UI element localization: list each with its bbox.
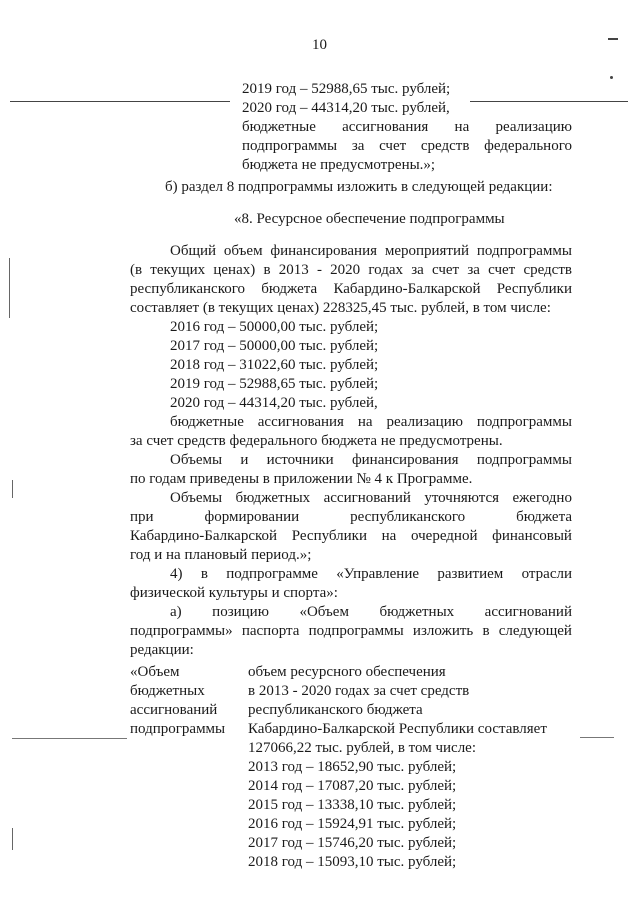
page-number: 10 [312, 37, 327, 53]
year-line: 2019 год – 52988,65 тыс. рублей; [242, 81, 451, 97]
year-line: 2016 год – 50000,00 тыс. рублей; [170, 319, 379, 335]
passport-year: 2018 год – 15093,10 тыс. рублей; [248, 854, 457, 870]
item-a-line: редакции: [130, 642, 194, 658]
scan-artifact [10, 101, 230, 102]
passport-year: 2014 год – 17087,20 тыс. рублей; [248, 778, 457, 794]
item-b: б) раздел 8 подпрограммы изложить в следующей редакции: [165, 179, 553, 195]
scan-artifact [580, 737, 614, 738]
passport-value: объем ресурсного обеспечения [248, 664, 446, 680]
federal-para-line: бюджетные ассигнования на реализацию подпрограммы [170, 414, 572, 430]
total-para-line: республиканского бюджета Кабардино-Балкарской Республики [130, 281, 572, 297]
scan-artifact [12, 480, 13, 498]
sources-para-line: Объемы и источники финансирования подпрограммы [170, 452, 572, 468]
passport-year: 2013 год – 18652,90 тыс. рублей; [248, 759, 457, 775]
program-line: подпрограммы за счет средств федерального [242, 138, 572, 154]
passport-label: «Объем [130, 664, 180, 680]
adjust-para-line: Объемы бюджетных ассигнований уточняются ежегодно [170, 490, 572, 506]
passport-year: 2017 год – 15746,20 тыс. рублей; [248, 835, 457, 851]
total-para-line: (в текущих ценах) в 2013 - 2020 годах за счет за счет средств [130, 262, 572, 278]
section-heading: «8. Ресурсное обеспечение подпрограммы [234, 211, 505, 227]
passport-label: ассигнований [130, 702, 218, 718]
scan-artifact [12, 828, 13, 850]
federal-para-line: за счет средств федерального бюджета не предусмотрены. [130, 433, 503, 449]
item-4-line: физической культуры и спорта»: [130, 585, 338, 601]
passport-year: 2015 год – 13338,10 тыс. рублей; [248, 797, 457, 813]
scan-artifact [610, 76, 613, 79]
scan-artifact [608, 38, 618, 40]
adjust-para-line: Кабардино-Балкарской Республики на очередной финансовый [130, 528, 572, 544]
scan-artifact [12, 738, 127, 739]
budget-line: бюджета не предусмотрены.»; [242, 157, 436, 173]
year-line: 2020 год – 44314,20 тыс. рублей, [170, 395, 378, 411]
passport-year: 2016 год – 15924,91 тыс. рублей; [248, 816, 457, 832]
passport-value: республиканского бюджета [248, 702, 423, 718]
adjust-para-line: при формировании республиканского бюджета [130, 509, 572, 525]
passport-value: 127066,22 тыс. рублей, в том числе: [248, 740, 477, 756]
passport-value: в 2013 - 2020 годах за счет средств [248, 683, 470, 699]
total-para-line: Общий объем финансирования мероприятий подпрограммы [170, 243, 572, 259]
year-line: 2019 год – 52988,65 тыс. рублей; [170, 376, 379, 392]
adjust-para-line: год и на плановый период.»; [130, 547, 312, 563]
item-a-line: а) позицию «Объем бюджетных ассигнований [170, 604, 572, 620]
year-line: 2018 год – 31022,60 тыс. рублей; [170, 357, 379, 373]
item-a-line: подпрограммы» паспорта подпрограммы изложить в следующей [130, 623, 572, 639]
year-line: 2020 год – 44314,20 тыс. рублей, [242, 100, 450, 116]
passport-label: бюджетных [130, 683, 205, 699]
year-line: 2017 год – 50000,00 тыс. рублей; [170, 338, 379, 354]
scan-artifact [470, 101, 628, 102]
scan-artifact [9, 258, 10, 318]
total-para-line: составляет (в текущих ценах) 228325,45 тыс. рублей, в том числе: [130, 300, 551, 316]
sources-para-line: по годам приведены в приложении № 4 к Программе. [130, 471, 473, 487]
passport-value: Кабардино-Балкарской Республики составляет [248, 721, 547, 737]
passport-label: подпрограммы [130, 721, 226, 737]
funding-line: бюджетные ассигнования на реализацию [242, 119, 572, 135]
item-4-line: 4) в подпрограмме «Управление развитием отрасли [170, 566, 572, 582]
